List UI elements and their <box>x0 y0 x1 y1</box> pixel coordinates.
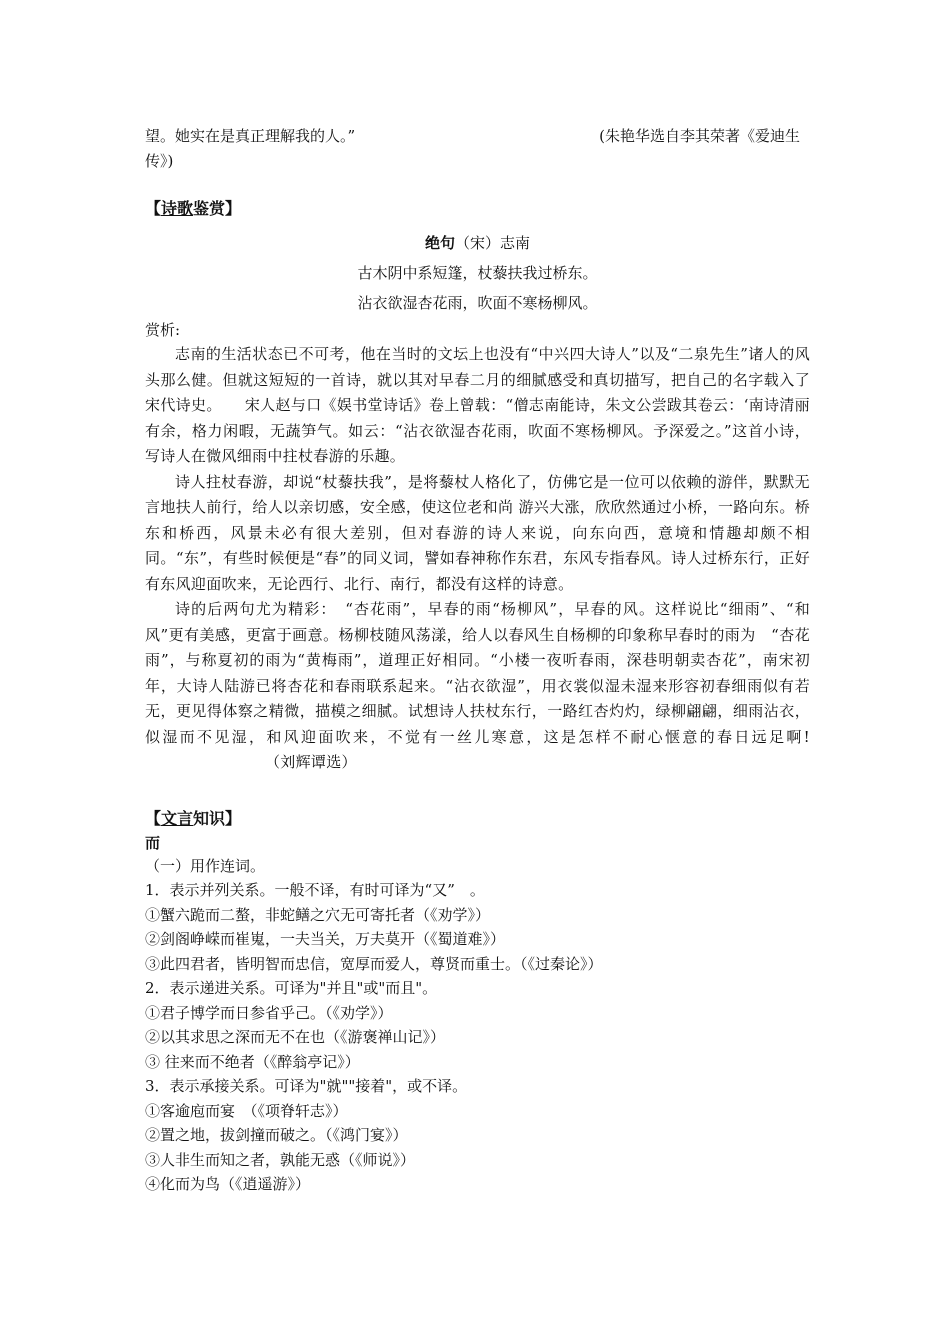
document-page <box>145 124 810 1197</box>
list-item: ④化而为鸟（《逍遥游》） <box>145 1175 311 1193</box>
heading-underlined: 文言 <box>161 808 194 828</box>
list-item: ③ 往来而不绝者（《醉翁亭记》） <box>145 1052 360 1071</box>
list-item: ②以其求思之深而无不在也（《游褒禅山记》） <box>145 1028 446 1046</box>
credit: （刘辉谭选） <box>265 753 357 771</box>
poem-title <box>145 228 810 258</box>
analysis-paragraph: 诗人拄杖春游，却说“杖藜扶我”，是将藜杖人格化了，仿佛它是一位可以依赖的游伴，默默无言地扶人前行，给人以亲切感，安全感，使这位老和尚 游兴大涨，欣欣然通过小桥，一路向东。桥东和桥西，风景未必有很大差别，但对春游的诗人来说，向东向西，意境和情趣却颇不相同。“东”，有些时候便是“春”的同义词，譬如春神称作东君，东风专指春风。诗人过桥东行，正好有东风迎面吹来，无论西行、北行、南行，都没有这样的诗意。 <box>145 472 810 593</box>
poem-title-text: 绝句 <box>424 234 455 252</box>
list-item: 2．表示递进关系。可译为"并且"或"而且"。 <box>145 979 438 997</box>
analysis-paragraph: 志南的生活状态已不可考，他在当时的文坛上也没有“中兴四大诗人”以及“二泉先生”诸人的风头那么健。但就这短短的一首诗，就以其对早春二月的细腻感受和真切描写，把自己的名字载入了宋代诗史。 宋人赵与口《娱书堂诗话》卷上曾载：“僧志南能诗，朱文公尝跋其卷云：‘南诗清丽有余，格力闲暇，无蔬笋气。如云：“沾衣欲湿杏花雨，吹面不寒杨柳风。予深爱之。”这首小诗，写诗人在微风细雨中拄杖春游的乐趣。 <box>145 345 810 465</box>
citation-text: (朱艳华选自李其荣著《爱迪生 <box>599 127 800 145</box>
poem-verse-2: 沾衣欲湿杏花雨，吹面不寒杨柳风。 <box>357 294 598 312</box>
heading-rest: 鉴赏】 <box>193 199 242 218</box>
heading-underlined: 诗歌 <box>161 199 194 218</box>
bracket-open: 【 <box>145 199 162 218</box>
list-item: ①客逾庖而宴 （《项脊轩志》） <box>145 1101 348 1120</box>
list-item: 1．表示并列关系。一般不译，有时可译为“又” 。 <box>145 881 485 899</box>
list-item: （一）用作连词。 <box>145 856 266 875</box>
list-item: ①君子博学而日参省乎己。（《劝学》） <box>145 1003 393 1022</box>
keyword: 而 <box>145 833 161 852</box>
list-item: ③此四君者，皆明智而忠信，宽厚而爱人，尊贤而重士。（《过秦论》） <box>145 954 603 973</box>
knowledge-list <box>145 854 810 1197</box>
text-line: 望。她实在是真正理解我的人。” <box>145 127 356 145</box>
list-item: 3．表示承接关系。可译为"就""接着"，或不译。 <box>145 1077 468 1095</box>
list-item: ①蟹六跪而二螯，非蛇鳝之穴无可寄托者（《劝学》） <box>145 905 491 924</box>
list-item: ③人非生而知之者，孰能无惑（《师说》） <box>145 1150 416 1169</box>
poem-author: （宋）志南 <box>455 234 531 252</box>
bracket-open: 【 <box>145 808 162 828</box>
section-heading-poetry <box>145 196 810 222</box>
analysis-text: 诗的后两句尤为精彩： “杏花雨”，早春的雨“杨柳风”，早春的风。这样说比“细雨”、“和风”更有美感，更富于画意。杨柳枝随风荡漾，给人以春风生自杨柳的印象称早春时的雨为 “杏花雨”，与称夏初的雨为“黄梅雨”，道理正好相同。“小楼一夜听春雨，深巷明朝卖杏花”，南宋初年，大诗人陆游已将杏花和春雨联系起来。“沾衣欲湿”，用衣裳似湿未湿来形容初春细雨似有若无，更见得体察之精微，描模之细腻。试想诗人扶杖东行，一路红杏灼灼，绿柳翩翩，细雨沾衣，似湿而不见湿，和风迎面吹来，不觉有一丝儿寒意，这是怎样不耐心惬意的春日远足啊! <box>145 600 810 746</box>
analysis-paragraph <box>145 597 810 776</box>
heading-rest: 知识】 <box>193 808 242 828</box>
list-item: ②剑阁峥嵘而崔嵬，一夫当关，万夫莫开（《蜀道难》） <box>145 930 506 948</box>
text-line: 传》) <box>145 152 174 170</box>
citation-line <box>145 124 810 149</box>
analysis-label: 赏析: <box>145 321 181 339</box>
list-item: ②置之地，拔剑撞而破之。（《鸿门宴》） <box>145 1126 408 1144</box>
section-heading-classical <box>145 806 810 832</box>
poem-verse-1: 古木阴中系短篷，杖藜扶我过桥东。 <box>357 264 598 282</box>
